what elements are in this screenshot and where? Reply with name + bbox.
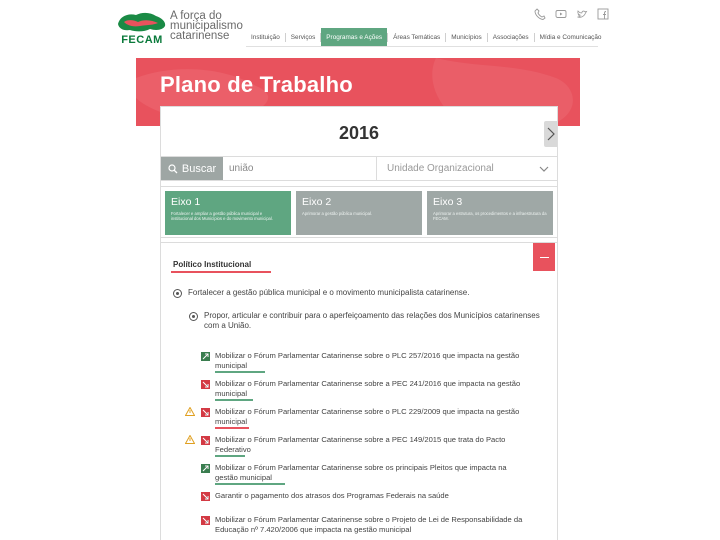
status-red-icon: [201, 492, 210, 501]
action-item[interactable]: [185, 407, 525, 431]
eixo-title: Eixo 1: [171, 196, 201, 208]
status-red-icon: [201, 408, 210, 417]
eixo-description: Aprimorar a gestão pública municipal.: [302, 211, 373, 216]
eixo-1-tile[interactable]: [165, 191, 291, 235]
progress-underline: [215, 455, 245, 457]
eixo-title: Eixo 2: [302, 196, 332, 208]
eixos-tiles: [161, 186, 557, 238]
progress-underline: [215, 483, 285, 485]
expand-circle-icon: [173, 289, 182, 298]
chevron-right-icon: [547, 127, 555, 141]
search-input[interactable]: [223, 157, 377, 180]
action-text: Mobilizar o Fórum Parlamentar Catarinense sobre o Projeto de Lei de Responsabilidade da Educação nº 7.420/2006 que impacta na gestão municipal: [215, 515, 523, 534]
nav-instituicao[interactable]: Instituição: [251, 33, 280, 41]
status-red-icon: [201, 380, 210, 389]
status-green-icon: [201, 352, 210, 361]
unit-select-placeholder: Unidade Organizacional: [387, 163, 494, 174]
action-text: Mobilizar o Fórum Parlamentar Catarinense sobre a PEC 149/2015 que trata do Pacto Federativo: [215, 435, 506, 454]
collapse-button[interactable]: [533, 243, 555, 271]
header-divider: [246, 46, 598, 47]
santa-catarina-map-icon: [116, 10, 168, 34]
minus-icon: [540, 257, 549, 258]
expand-circle-icon: [189, 312, 198, 321]
main-nav: [246, 28, 606, 46]
objective-row[interactable]: [173, 288, 543, 298]
logo-text: FECAM: [121, 34, 163, 46]
eixo-description: Fortalecer e ampliar a gestão pública municipal e institucional dos Municípios e do movimento municipal.: [171, 211, 273, 221]
section-tab-underline: [171, 271, 271, 273]
year-selector: 2016: [338, 123, 380, 143]
progress-underline: [215, 427, 249, 429]
unit-select[interactable]: [377, 157, 557, 180]
action-text: Mobilizar o Fórum Parlamentar Catarinense sobre o PLC 257/2016 que impacta na gestão municipal: [215, 351, 520, 370]
progress-underline: [215, 371, 265, 373]
eixo-title: Eixo 3: [433, 196, 463, 208]
nav-midia-e-comunicacao[interactable]: Mídia e Comunicação: [539, 33, 602, 41]
section-tab[interactable]: Político Institucional: [173, 260, 252, 269]
search-button[interactable]: [161, 157, 223, 180]
nav-municipios[interactable]: Municípios: [451, 33, 482, 41]
eixo-2-tile[interactable]: [296, 191, 422, 235]
page-title: Plano de Trabalho: [160, 72, 353, 97]
search-icon: [168, 164, 178, 174]
phone-icon[interactable]: [534, 8, 546, 20]
nav-associacoes[interactable]: Associações: [492, 33, 529, 41]
facebook-icon[interactable]: [597, 8, 609, 20]
status-green-icon: [201, 464, 210, 473]
goal-text: Propor, articular e contribuir para o aperfeiçoamento das relações dos Municípios catarinenses com a União.: [204, 311, 540, 330]
action-item[interactable]: [185, 515, 525, 539]
twitter-icon[interactable]: [576, 8, 588, 20]
action-item[interactable]: [185, 491, 525, 507]
warning-icon: [185, 407, 195, 416]
action-item[interactable]: [185, 435, 525, 459]
action-text: Mobilizar o Fórum Parlamentar Catarinense sobre os principais Pleitos que impacta na gestão municipal: [215, 463, 507, 482]
nav-programas-e-acoes[interactable]: Programas e Ações: [321, 28, 387, 46]
action-item[interactable]: [185, 463, 525, 487]
chevron-down-icon: [539, 166, 549, 172]
action-text: Mobilizar o Fórum Parlamentar Catarinense sobre o PLC 229/2009 que impacta na gestão municipal: [215, 407, 520, 426]
nav-servicos[interactable]: Serviços: [290, 33, 316, 41]
eixo-content: [161, 242, 557, 540]
eixo-3-tile[interactable]: [427, 191, 553, 235]
objective-text: Fortalecer a gestão pública municipal e o movimento municipalista catarinense.: [188, 288, 470, 297]
status-red-icon: [201, 516, 210, 525]
site-header: [0, 0, 720, 50]
fecam-logo[interactable]: [116, 10, 168, 44]
social-icons: [534, 8, 609, 22]
progress-underline: [215, 399, 253, 401]
work-plan-panel: [160, 106, 558, 540]
youtube-icon[interactable]: [555, 8, 567, 20]
warning-icon: [185, 435, 195, 444]
goal-row[interactable]: [189, 311, 541, 331]
eixo-description: Aprimorar a estrutura, os procedimentos e a infraestrutura da FECAM.: [433, 211, 547, 221]
nav-areas-tematicas[interactable]: Áreas Temáticas: [393, 33, 441, 41]
action-item[interactable]: [185, 351, 525, 375]
status-red-icon: [201, 436, 210, 445]
search-bar: [161, 156, 557, 181]
next-year-button[interactable]: [544, 121, 557, 147]
action-item[interactable]: [185, 379, 525, 403]
brand-tagline: A força do municipalismo catarinense: [170, 10, 243, 42]
action-text: Mobilizar o Fórum Parlamentar Catarinense sobre a PEC 241/2016 que impacta na gestão municipal: [215, 379, 521, 398]
search-button-label: Buscar: [181, 162, 217, 175]
action-text: Garantir o pagamento dos atrasos dos Programas Federais na saúde: [215, 491, 449, 500]
